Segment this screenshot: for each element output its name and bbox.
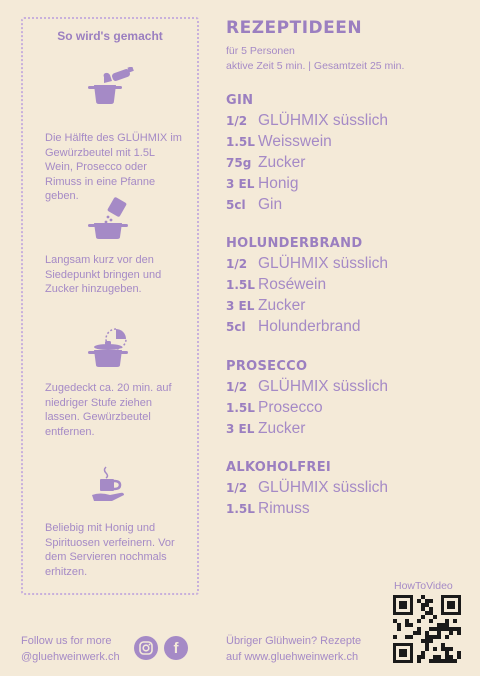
website-link[interactable]: auf www.gluehweinwerk.ch [226, 651, 359, 663]
ingredient-qty: 1.5L [226, 278, 255, 292]
ingredient-row [226, 175, 480, 196]
ingredient-qty: 3 EL [226, 299, 255, 313]
time-text: aktive Zeit 5 min. | Gesamtzeit 25 min. [226, 60, 405, 72]
recipes-column [226, 18, 466, 74]
ingredient-qty: 5cl [226, 198, 246, 212]
ingredient-row [226, 479, 480, 500]
ingredient-name: Zucker [258, 420, 306, 437]
step-1-text: Die Hälfte des GLÜHMIX im Gewürzbeutel mit 1.5L Wein, Prosecco oder Rimuss in eine Pfanne geben. [45, 132, 182, 202]
ingredient-qty: 1/2 [226, 257, 248, 271]
recipes-title: REZEPTIDEEN [226, 18, 363, 38]
follow-text: Follow us for more [21, 635, 112, 647]
qr-label: HowToVideo [394, 580, 453, 592]
ingredient-row [226, 318, 480, 339]
ingredient-row [226, 500, 480, 521]
handle-link[interactable]: @gluehweinwerk.ch [21, 651, 120, 663]
ingredient-row [226, 154, 480, 175]
recipe-holunderbrand [226, 236, 480, 339]
step-3-text: Zugedeckt ca. 20 min. auf niedriger Stufe ziehen lassen. Gewürzbeutel entfernen. [45, 382, 172, 438]
footer-recipes [226, 633, 361, 665]
ingredient-name: GLÜHMIX süsslich [258, 112, 389, 129]
mug-in-hand-icon [90, 465, 130, 510]
ingredient-row [226, 196, 480, 217]
ingredient-qty: 1/2 [226, 114, 248, 128]
recipe-prosecco [226, 359, 480, 441]
ingredient-row [226, 399, 480, 420]
ingredient-row [226, 276, 480, 297]
recipe-alkoholfrei [226, 460, 480, 521]
recipe-title: HOLUNDERBRAND [226, 236, 363, 251]
ingredient-qty: 1.5L [226, 502, 255, 516]
ingredient-name: GLÜHMIX süsslich [258, 479, 389, 496]
footer-follow [21, 633, 120, 665]
leftover-text: Übriger Glühwein? Rezepte [226, 635, 362, 647]
qr-code[interactable] [393, 595, 461, 668]
ingredient-name: Honig [258, 175, 299, 192]
ingredient-qty: 1.5L [226, 135, 255, 149]
ingredient-name: Weisswein [258, 133, 332, 150]
recipe-title: ALKOHOLFREI [226, 460, 332, 475]
instructions-card [21, 17, 199, 595]
recipe-title: PROSECCO [226, 359, 308, 374]
ingredient-row [226, 255, 480, 276]
sugar-into-pot-icon [86, 197, 134, 246]
ingredient-qty: 1/2 [226, 481, 248, 495]
ingredient-row [226, 378, 480, 399]
step-4-text: Beliebig mit Honig und Spirituosen verfeinern. Vor dem Servieren nochmals erhitzen. [45, 522, 175, 578]
ingredient-row [226, 133, 480, 154]
ingredient-qty: 3 EL [226, 422, 255, 436]
ingredient-name: Prosecco [258, 399, 323, 416]
ingredient-qty: 1.5L [226, 401, 255, 415]
ingredient-name: Rimuss [258, 500, 310, 517]
bottle-pouring-into-pot-icon [82, 67, 138, 112]
ingredient-name: GLÜHMIX süsslich [258, 378, 389, 395]
ingredient-name: Gin [258, 196, 283, 213]
facebook-icon[interactable]: f [164, 636, 188, 660]
ingredient-name: Holunderbrand [258, 318, 361, 335]
instructions-title: So wird's gemacht [57, 29, 163, 43]
ingredient-row [226, 297, 480, 318]
step-2-text: Langsam kurz vor den Siedepunkt bringen und Zucker hinzugeben. [45, 254, 162, 295]
ingredient-qty: 3 EL [226, 177, 255, 191]
servings-text: für 5 Personen [226, 45, 295, 57]
ingredient-name: Zucker [258, 154, 306, 171]
ingredient-qty: 75g [226, 156, 252, 170]
recipe-gin [226, 93, 480, 217]
ingredient-row [226, 420, 480, 441]
covered-pot-timer-icon [86, 325, 134, 374]
ingredient-name: Zucker [258, 297, 306, 314]
ingredient-qty: 5cl [226, 320, 246, 334]
ingredient-row [226, 112, 480, 133]
ingredient-name: GLÜHMIX süsslich [258, 255, 389, 272]
instagram-icon[interactable] [134, 636, 158, 660]
ingredient-name: Roséwein [258, 276, 327, 293]
recipe-title: GIN [226, 93, 254, 108]
ingredient-qty: 1/2 [226, 380, 248, 394]
